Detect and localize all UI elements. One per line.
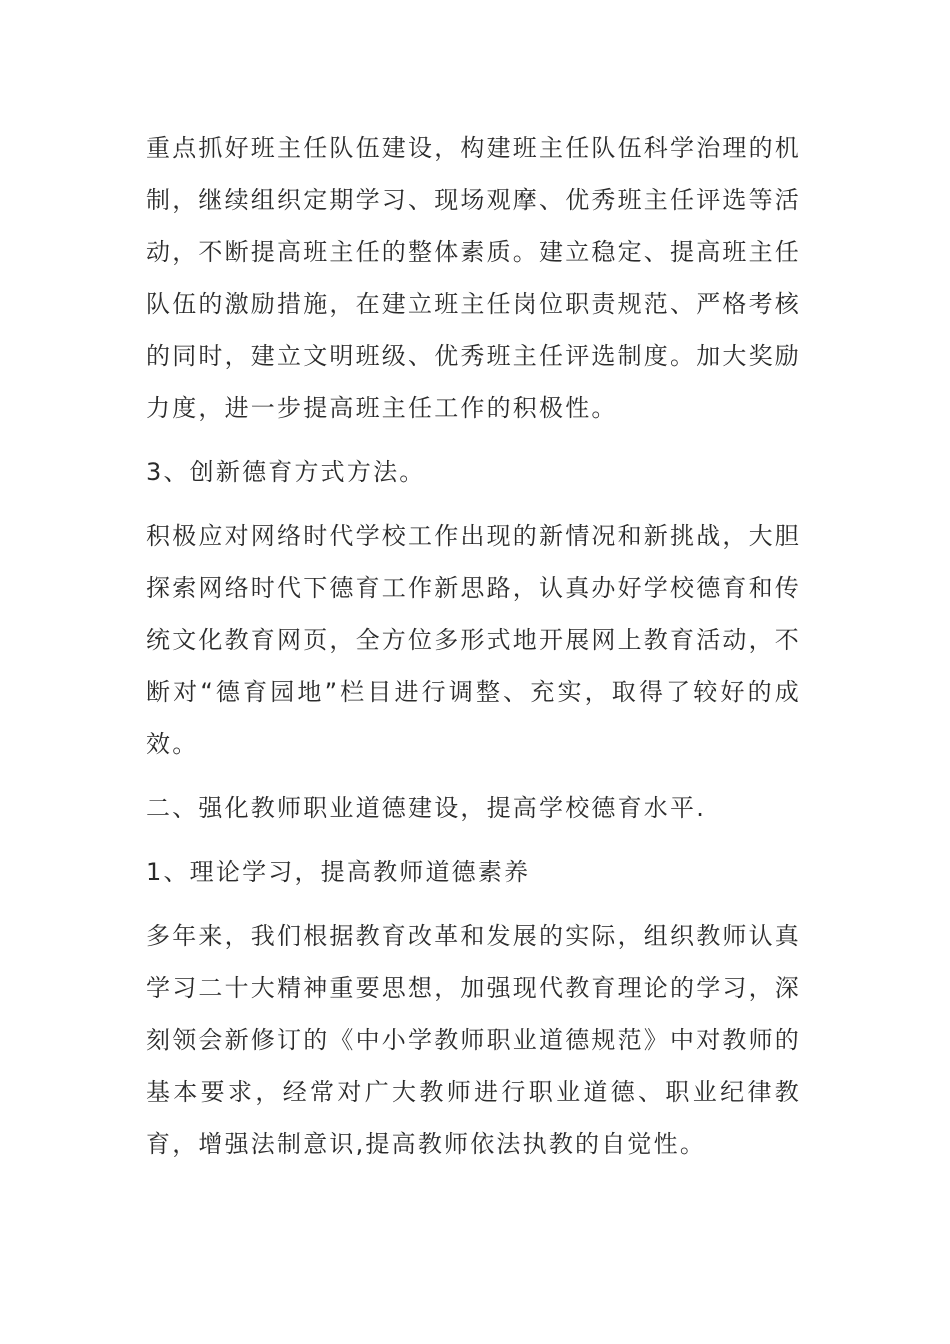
paragraph-teacher-study: 多年来，我们根据教育改革和发展的实际，组织教师认真学习二十大精神重要思想，加强现代教育理论的学习，深刻领会新修订的《中小学教师职业道德规范》中对教师的基本要求，经常对广大教师进行职业道德、职业纪律教育，增强法制意识,提高教师依法执教的自觉性。 — [146, 922, 801, 1158]
heading-innovate-methods: 3、创新德育方式方法。 — [146, 458, 426, 486]
document-body — [146, 122, 801, 1182]
heading-teacher-ethics: 二、强化教师职业道德建设，提高学校德育水平. — [146, 794, 707, 822]
paragraph-network-era: 积极应对网络时代学校工作出现的新情况和新挑战，大胆探索网络时代下德育工作新思路，认真办好学校德育和传统文化教育网页，全方位多形式地开展网上教育活动，不断对“德育园地”栏目进行调整、充实，取得了较好的成效。 — [146, 522, 801, 758]
paragraph-class-teacher-team: 重点抓好班主任队伍建设，构建班主任队伍科学治理的机制，继续组织定期学习、现场观摩、优秀班主任评选等活动，不断提高班主任的整体素质。建立稳定、提高班主任队伍的激励措施，在建立班主任岗位职责规范、严格考核的同时，建立文明班级、优秀班主任评选制度。加大奖励力度，进一步提高班主任工作的积极性。 — [146, 134, 801, 422]
heading-theory-study: 1、理论学习，提高教师道德素养 — [146, 858, 531, 886]
